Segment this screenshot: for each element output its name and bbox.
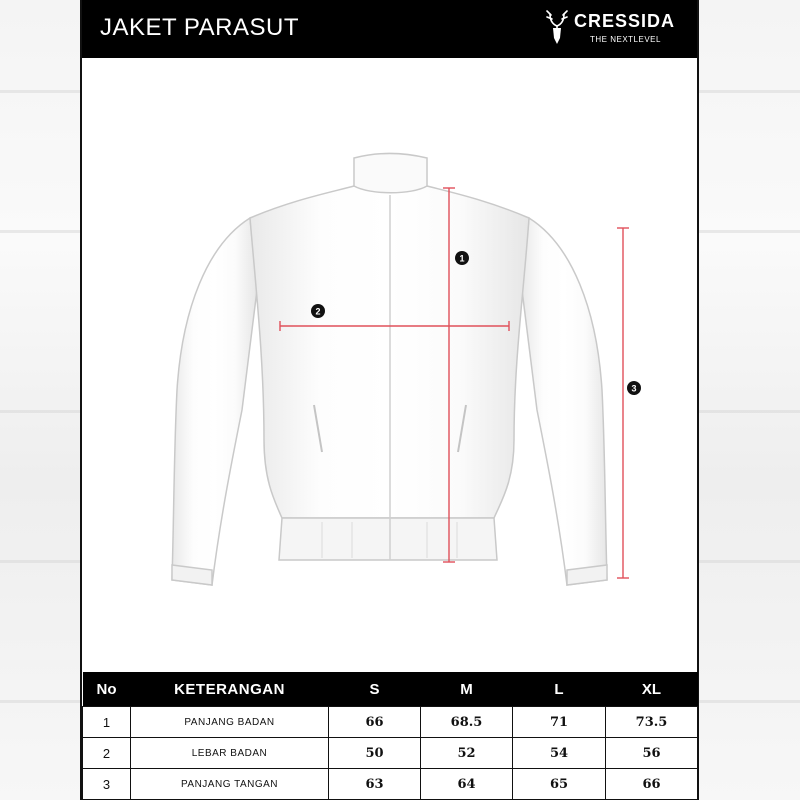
row-number: 3 [83,769,131,800]
size-xl-value: 56 [606,738,698,769]
col-header-xl: XL [606,672,698,707]
size-m-value: 64 [421,769,513,800]
product-title: JAKET PARASUT [100,14,299,41]
table-row [83,707,698,738]
size-chart-card [80,0,699,800]
row-number: 1 [83,707,131,738]
size-table [82,672,698,800]
header-bar [82,0,697,58]
size-m-value: 52 [421,738,513,769]
size-s-value: 63 [329,769,421,800]
size-m-value: 68.5 [421,707,513,738]
brand-tagline: THE NEXTLEVEL [590,35,661,44]
marker-2 [311,304,325,318]
size-xl-value: 73.5 [606,707,698,738]
jacket-illustration [82,60,697,670]
size-xl-value: 66 [606,769,698,800]
marker-3 [627,381,641,395]
brand-name: CRESSIDA [574,11,676,31]
table-header-row [83,672,698,707]
row-description: LEBAR BADAN [131,738,329,769]
marker-1 [455,251,469,265]
svg-text:1: 1 [459,253,465,264]
size-l-value: 65 [513,769,606,800]
col-header-s: S [329,672,421,707]
svg-text:2: 2 [315,306,321,317]
size-s-value: 50 [329,738,421,769]
col-header-no: No [83,672,131,707]
col-header-keterangan: KETERANGAN [131,672,329,707]
size-l-value: 71 [513,707,606,738]
col-header-l: L [513,672,606,707]
brand-logo [544,6,694,52]
svg-text:3: 3 [631,383,637,394]
size-l-value: 54 [513,738,606,769]
table-row [83,769,698,800]
row-description: PANJANG TANGAN [131,769,329,800]
table-row [83,738,698,769]
deer-logo-icon [544,8,570,50]
size-s-value: 66 [329,707,421,738]
row-number: 2 [83,738,131,769]
row-description: PANJANG BADAN [131,707,329,738]
col-header-m: M [421,672,513,707]
